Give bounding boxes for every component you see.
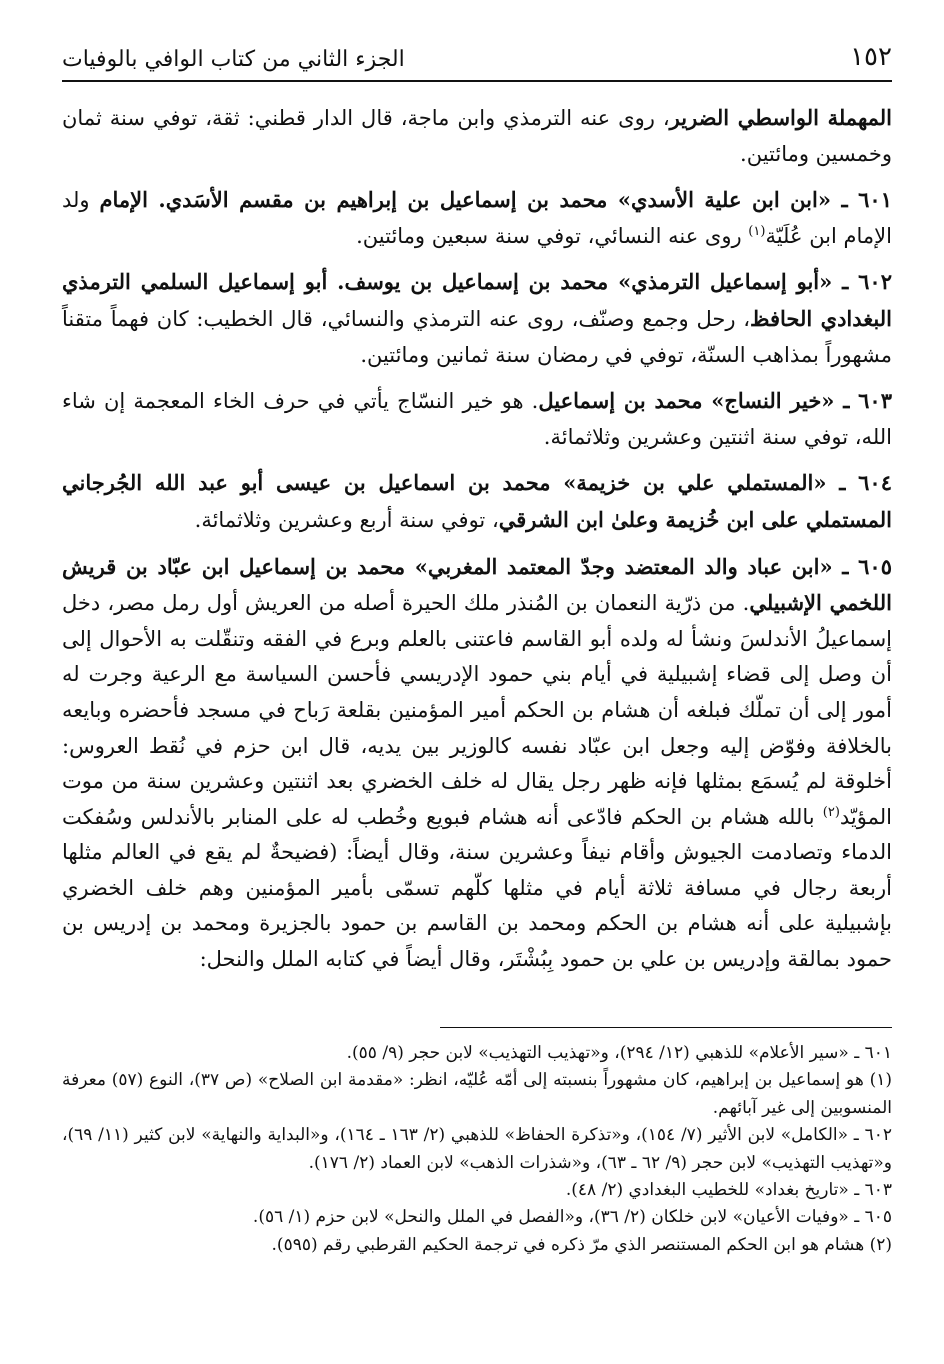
entry-text: ولد الإمام ابن عُلَيّة [62,188,892,248]
page-number: ١٥٢ [850,42,892,72]
entry-heading: «المستملي علي بن خزيمة» محمد بن اسماعيل بن عيسى أبو عبد الله الجُرجاني المستملي على ابن خُزيمة وعلىٰ ابن الشرقي [62,470,892,532]
entry-text: . من ذرّية النعمان بن المُنذر ملك الحيرة أصله من العريش أول رمل مصر، دخل إسماعيلُ الأندلسَ ونشأ له ولده أبو القاسم فاعتنى بالعلم وبرع في الفقه وتنقّلت به الأحوال إلى أن وصل إلى قضاء إشبيلية في أيام بني حمود الإدريسي فأحسن السياسة مع الرعية وجرت له أمور إلى أن تملّك فبلغه أن هشام بن الحكم أمير المؤمنين بقلعة رَباح في مسجد فأحضره وبايعه بالخلافة وفوّض إليه وجعل ابن عبّاد نفسه كالوزير بين يديه، قال ابن حزم في نُقط العروس: أخلوقة لم يُسمَع بمثلها فإنه ظهر رجل يقال له خلف الخضري بعد اثنتين وعشرين سنة من موت المؤيّد [62,591,892,829]
entry-heading: «خير النساج» محمد بن إسماعيل [538,388,835,414]
entry-text: ، روى عنه الترمذي وابن ماجة، قال الدار قطني: ثقة، توفي سنة ثمان وخمسين ومائتين. [62,106,892,166]
page-header [62,36,892,82]
footnotes [62,1040,892,1259]
entry-text: ، توفي سنة أربع وعشرين وثلاثمائة. [194,507,499,532]
entry-601 [62,182,892,254]
entry-number: ٦٠٥ ـ [832,553,892,579]
entry-603 [62,383,892,455]
entry-heading: «أبو إسماعيل الترمذي» محمد بن إسماعيل بن يوسف. أبو إسماعيل السلمي الترمذي البغدادي الحافظ [62,269,892,331]
entry-heading: «ابن ابن علية الأسدي» محمد بن إسماعيل بن إبراهيم بن مقسم الأسَدي. الإمام [99,187,831,213]
entry-text-continued: بالله هشام بن الحكم فادّعى أنه هشام فبويع وخُطب له على المنابر بالأندلس وسُفكت الدماء وتصادمت الجيوش وأقام نيفاً وعشرين سنة، وقال أيضاً: (فضيحةٌ لم يقع في العالم مثلها أربعة رجال في مسافة ثلاثة أيام في مثلها كلّهم تسمّى بأمير المؤمنين وهم خلف الخضري بإشبيلية على أنه هشام بن الحكم ومحمد بن القاسم بن حمود بالجزيرة ومحمد بن إدريس بن حمود بمالقة وإدريس بن علي بن حمود بِبُشْتَر، وقال أيضاً في كتابه الملل والنحل: [62,804,892,972]
entry-604 [62,465,892,538]
footnote: (٢) هشام هو ابن الحكم المستنصر الذي مرّ ذكره في ترجمة الحكيم القرطبي رقم (٥٩٥). [271,1234,892,1255]
entry-heading: المهملة الواسطي الضرير [669,105,892,130]
entry-heading: «ابن عباد والد المعتضد وجدّ المعتمد المغربي» محمد بن إسماعيل ابن عبّاد بن قريش اللخمي الإشبيلي [62,553,892,616]
entry-text: ، رحل وجمع وصنّف، روى عنه الترمذي والنسائي، قال الخطيب: كان فهماً متقناً مشهوراً بمذاهب السنّة، توفي في رمضان سنة ثمانين ومائتين. [62,306,892,367]
entry-602 [62,264,892,373]
entry-number: ٦٠١ ـ [830,187,892,213]
footnote-marker: (٢) [822,804,840,820]
footnote: ٦٠٣ ـ «تاريخ بغداد» للخطيب البغدادي (٢/ ٤٨). [565,1180,892,1201]
footnote: ٦٠٥ ـ «وفيات الأعيان» لابن خلكان (٢/ ٣٦)، و«الفصل في الملل والنحل» لابن حزم (١/ ٥٦). [252,1207,892,1228]
entry-number: ٦٠٤ ـ [826,470,892,496]
entry-number: ٦٠٢ ـ [832,269,892,295]
paragraph-continuation [62,100,892,172]
footnote: ٦٠١ ـ «سير الأعلام» للذهبي (١٢/ ٢٩٤)، و«تهذيب التهذيب» لابن حجر (٩/ ٥٥). [346,1043,892,1063]
entry-605 [62,549,892,978]
footnote: ٦٠٢ ـ «الكامل» لابن الأثير (٧/ ١٥٤)، و«تذكرة الحفاظ» للذهبي (٢/ ١٦٣ ـ ١٦٤)، و«البداية والنهاية» لابن كثير (١١/ ٦٩)، و«تهذيب التهذيب» لابن حجر (٩/ ٦٢ ـ ٦٣)، و«شذرات الذهب» لابن العماد (٢/ ١٧٦). [62,1125,892,1173]
running-title: الجزء الثاني من كتاب الوافي بالوفيات [62,47,405,72]
footnote-marker: (١) [748,223,766,239]
footnote-separator [440,1027,892,1028]
entry-number: ٦٠٣ ـ [834,388,892,414]
main-text [62,100,892,988]
footnote: (١) هو إسماعيل بن إبراهيم، كان مشهوراً بنسبته إلى أمّه عُليّه، انظر: «مقدمة ابن الصلاح» (ص ٣٧)، النوع (٥٧) معرفة المنسوبين إلى غير آبائهم. [62,1070,892,1118]
entry-text-continued: روى عنه النسائي، توفي سنة سبعين ومائتين. [356,223,749,248]
entry-text: . هو خير النسّاج يأتي في حرف الخاء المعجمة إن شاء الله، توفي سنة اثنتين وعشرين وثلاثمائة. [62,389,892,449]
